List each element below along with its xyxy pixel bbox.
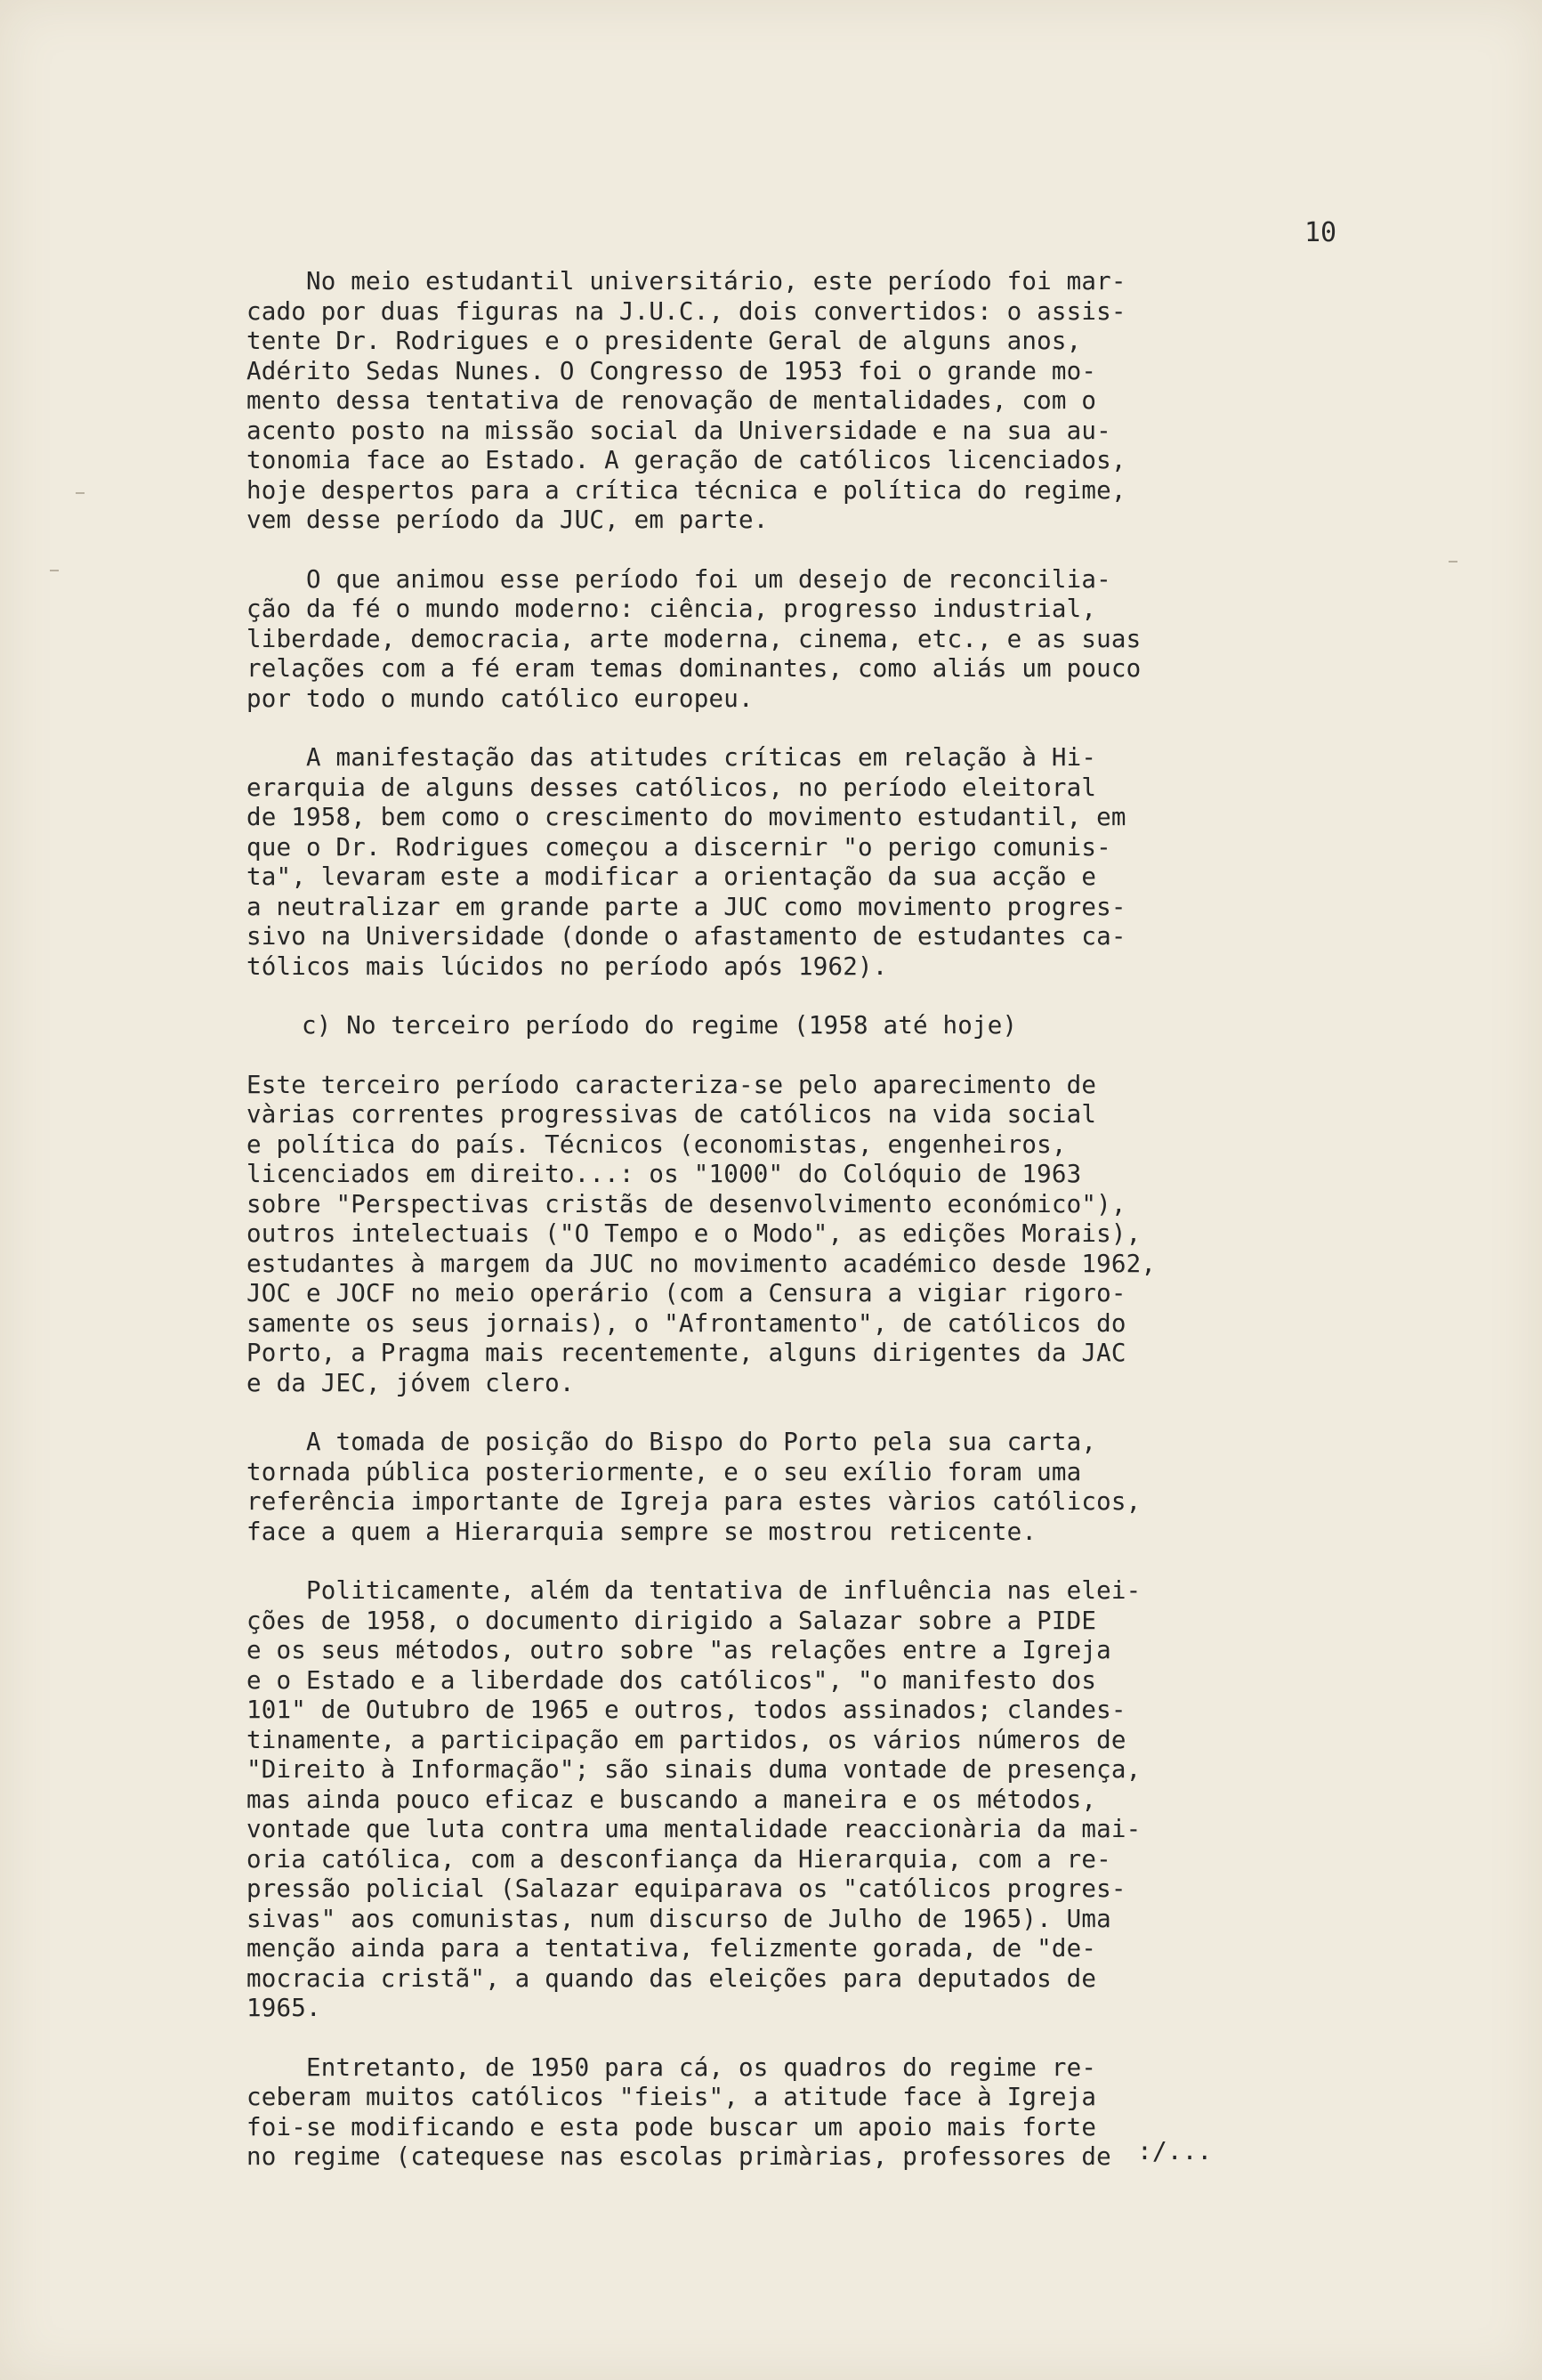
text-line: Entretanto, de 1950 para cá, os quadros do regime re- — [246, 2052, 1097, 2082]
page-number: 10 — [1304, 217, 1337, 248]
text-line: No meio estudantil universitário, este período foi mar- — [246, 267, 1126, 295]
text-line: por todo o mundo católico europeu. — [246, 684, 754, 713]
text-line: pressão policial (Salazar equiparava os "católicos progres- — [246, 1874, 1126, 1903]
text-line: A manifestação das atitudes críticas em relação à Hi- — [246, 743, 1097, 772]
text-line: no regime (catequese nas escolas primàrias, professores de — [246, 2142, 1111, 2171]
paragraph-gap — [246, 714, 1350, 743]
text-line: sivo na Universidade (donde o afastamento de estudantes ca- — [246, 922, 1126, 951]
text-line: hoje despertos para a crítica técnica e política do regime, — [246, 475, 1126, 505]
text-line: tólicos mais lúcidos no período após 1962). — [246, 951, 888, 981]
text-line: ções de 1958, o documento dirigido a Salazar sobre a PIDE — [246, 1606, 1097, 1635]
text-line: sivas" aos comunistas, num discurso de Julho de 1965). Uma — [246, 1904, 1111, 1933]
text-line: estudantes à margem da JUC no movimento académico desde 1962, — [246, 1249, 1157, 1278]
text-line: que o Dr. Rodrigues começou a discernir "o perigo comunis- — [246, 832, 1111, 862]
text-line: liberdade, democracia, arte moderna, cinema, etc., e as suas — [246, 624, 1142, 653]
text-line: mento dessa tentativa de renovação de mentalidades, com o — [246, 386, 1097, 415]
text-line: cado por duas figuras na J.U.C., dois convertidos: o assis- — [246, 296, 1126, 326]
paragraph-gap — [246, 1398, 1350, 1428]
text-line: licenciados em direito...: os "1000" do Colóquio de 1963 — [246, 1160, 1082, 1188]
text-line: de 1958, bem como o crescimento do movimento estudantil, em — [246, 803, 1126, 831]
paper-speck — [1449, 561, 1457, 563]
text-line: outros intelectuais ("O Tempo e o Modo", as edições Morais), — [246, 1219, 1142, 1248]
document-body — [246, 267, 1350, 2173]
text-line: ta", levaram este a modificar a orientação da sua acção e — [246, 862, 1097, 891]
paper-speck — [76, 492, 85, 494]
text-line: face a quem a Hierarquia sempre se mostrou reticente. — [246, 1517, 1037, 1546]
text-line: tonomia face ao Estado. A geração de católicos licenciados, — [246, 446, 1126, 474]
text-line: referência importante de Igreja para estes vàrios católicos, — [246, 1487, 1142, 1516]
text-line: Porto, a Pragma mais recentemente, alguns dirigentes da JAC — [246, 1339, 1126, 1367]
paragraph-gap — [246, 536, 1350, 565]
paragraph — [246, 1576, 1350, 2024]
text-line: ção da fé o mundo moderno: ciência, progresso industrial, — [246, 595, 1097, 623]
text-line: Politicamente, além da tentativa de influência nas elei- — [246, 1576, 1142, 1605]
text-line: O que animou esse período foi um desejo de reconcilia- — [246, 564, 1111, 594]
text-line: samente os seus jornais), o "Afrontamento", de católicos do — [246, 1308, 1126, 1338]
paragraph — [246, 1071, 1350, 1399]
paragraph — [246, 267, 1350, 536]
text-line: vem desse período da JUC, em parte. — [246, 506, 769, 534]
text-line: e política do país. Técnicos (economistas, engenheiros, — [246, 1129, 1067, 1159]
text-line: vàrias correntes progressivas de católicos na vida social — [246, 1100, 1097, 1129]
paragraph — [246, 565, 1350, 715]
paragraph — [246, 1428, 1350, 1547]
text-line: ceberam muitos católicos "fieis", a atitude face à Igreja — [246, 2083, 1097, 2111]
paragraph — [246, 743, 1350, 982]
text-line: foi-se modificando e esta pode buscar um apoio mais forte — [246, 2112, 1097, 2141]
text-line: mas ainda pouco eficaz e buscando a maneira e os métodos, — [246, 1785, 1097, 1814]
text-line: e o Estado e a liberdade dos católicos", "o manifesto dos — [246, 1665, 1097, 1695]
paragraph-gap — [246, 982, 1350, 1011]
text-line: relações com a fé eram temas dominantes, como aliás um pouco — [246, 654, 1142, 683]
paragraph-gap — [246, 1041, 1350, 1071]
paragraph-gap — [246, 1547, 1350, 1576]
text-line: 1965. — [246, 1994, 321, 2022]
text-line: erarquia de alguns desses católicos, no período eleitoral — [246, 773, 1097, 802]
text-line: 101" de Outubro de 1965 e outros, todos assinados; clandes- — [246, 1696, 1126, 1724]
text-line: tinamente, a participação em partidos, os vários números de — [246, 1725, 1126, 1754]
text-line: vontade que luta contra uma mentalidade reaccionària da mai- — [246, 1815, 1142, 1843]
text-line: acento posto na missão social da Universidade e na sua au- — [246, 416, 1111, 445]
section-heading: c) No terceiro período do regime (1958 até hoje) — [302, 1011, 1018, 1040]
text-line: oria católica, com a desconfiança da Hierarquia, com a re- — [246, 1844, 1111, 1874]
text-line: e os seus métodos, outro sobre "as relações entre a Igreja — [246, 1636, 1111, 1664]
text-line: A tomada de posição do Bispo do Porto pela sua carta, — [246, 1428, 1097, 1456]
text-line: menção ainda para a tentativa, felizmente gorada, de "de- — [246, 1934, 1097, 1963]
text-line: JOC e JOCF no meio operário (com a Censura a vigiar rigoro- — [246, 1279, 1126, 1307]
text-line: a neutralizar em grande parte a JUC como movimento progres- — [246, 892, 1126, 921]
paper-speck — [50, 570, 59, 571]
text-line: Adérito Sedas Nunes. O Congresso de 1953 foi o grande mo- — [246, 356, 1097, 385]
text-line: e da JEC, jóvem clero. — [246, 1368, 575, 1397]
text-line: "Direito à Informação"; são sinais duma vontade de presença, — [246, 1755, 1142, 1784]
paragraph-gap — [246, 2024, 1350, 2053]
continuation-mark: :/... — [1137, 2136, 1213, 2165]
text-line: Este terceiro período caracteriza-se pelo aparecimento de — [246, 1070, 1097, 1099]
text-line: tornada pública posteriormente, e o seu exílio foram uma — [246, 1457, 1082, 1486]
text-line: tente Dr. Rodrigues e o presidente Geral de alguns anos, — [246, 327, 1082, 355]
text-line: sobre "Perspectivas cristãs de desenvolvimento económico"), — [246, 1189, 1126, 1218]
text-line: mocracia cristã", a quando das eleições para deputados de — [246, 1963, 1097, 1993]
